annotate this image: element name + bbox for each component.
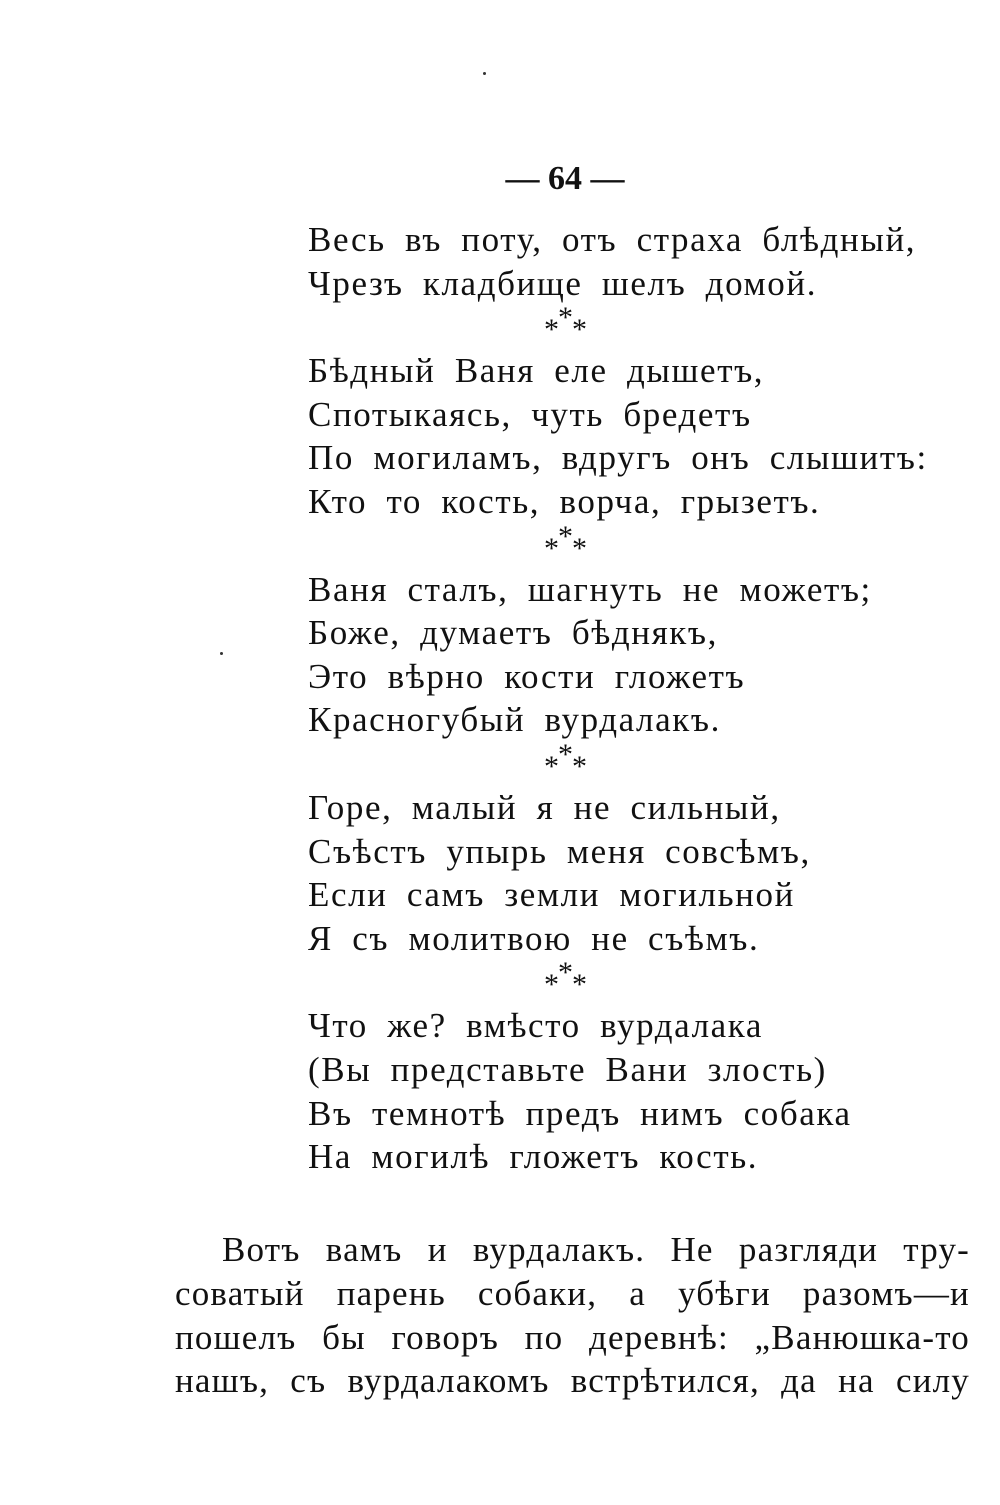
prose-line: Вотъ вамъ и вурдалакъ. Не разгляди тру- <box>222 1230 970 1269</box>
asterisk: * <box>558 737 573 771</box>
page-number: — 64 — <box>505 160 625 197</box>
verse-line: Чрезъ кладбище шелъ домой. <box>308 263 818 303</box>
asterism-divider <box>308 519 988 568</box>
verse-line: Я съ молитвою не съѣмъ. <box>308 918 760 958</box>
verse-line: На могилѣ гложетъ кость. <box>308 1137 759 1177</box>
verse-line: Кто то кость, ворча, грызетъ. <box>308 481 821 521</box>
verse-line: (Вы представьте Вани злость) <box>308 1049 827 1089</box>
stanza <box>308 786 988 960</box>
verse-line: Что же? вмѣсто вурдалака <box>308 1006 763 1046</box>
verse-line: Красногубый вурдалакъ. <box>308 700 721 740</box>
prose-line: соватый парень собаки, а убѣги разомъ—и <box>175 1273 970 1313</box>
asterisk: * <box>558 519 573 553</box>
verse-line: Горе, малый я не сильный, <box>308 787 781 827</box>
asterism-divider <box>308 301 988 349</box>
stanza <box>308 568 988 742</box>
asterisk: * <box>572 749 587 783</box>
asterisk: * <box>572 313 587 347</box>
verse-line: Это вѣрно кости гложетъ <box>308 656 746 696</box>
prose-paragraph <box>175 1228 970 1403</box>
asterisk: * <box>544 531 559 565</box>
scan-speck <box>220 652 223 655</box>
scan-speck <box>483 72 486 75</box>
asterisk: * <box>558 301 573 335</box>
poem <box>308 218 988 1179</box>
verse-line: Спотыкаясь, чуть бредетъ <box>308 394 752 434</box>
verse-line: Если самъ земли могильной <box>308 875 795 915</box>
stanza <box>308 218 988 305</box>
asterisk: * <box>572 968 587 1002</box>
asterisk: * <box>544 968 559 1002</box>
asterisk: * <box>544 749 559 783</box>
verse-line: Въ темнотѣ предъ нимъ собака <box>308 1093 852 1133</box>
prose-line: пошелъ бы говоръ по деревнѣ: „Ванюшка-то <box>175 1317 970 1357</box>
verse-line: Съѣстъ упырь меня совсѣмъ, <box>308 831 811 871</box>
stanza <box>308 1004 988 1178</box>
asterism-divider <box>308 737 988 786</box>
verse-line: Боже, думаетъ бѣднякъ, <box>308 613 718 653</box>
verse-line: По могиламъ, вдругъ онъ слышитъ: <box>308 438 928 478</box>
asterisk: * <box>544 313 559 347</box>
asterism-divider <box>308 956 988 1004</box>
verse-line: Весь въ поту, отъ страха блѣдный, <box>308 220 917 259</box>
asterisk: * <box>558 956 573 990</box>
stanza <box>308 349 988 523</box>
asterisk: * <box>572 531 587 565</box>
verse-line: Бѣдный Ваня еле дышетъ, <box>308 351 765 391</box>
verse-line: Ваня сталъ, шагнуть не можетъ; <box>308 569 872 609</box>
prose-line: нашъ, съ вурдалакомъ встрѣтился, да на силу <box>175 1361 970 1401</box>
